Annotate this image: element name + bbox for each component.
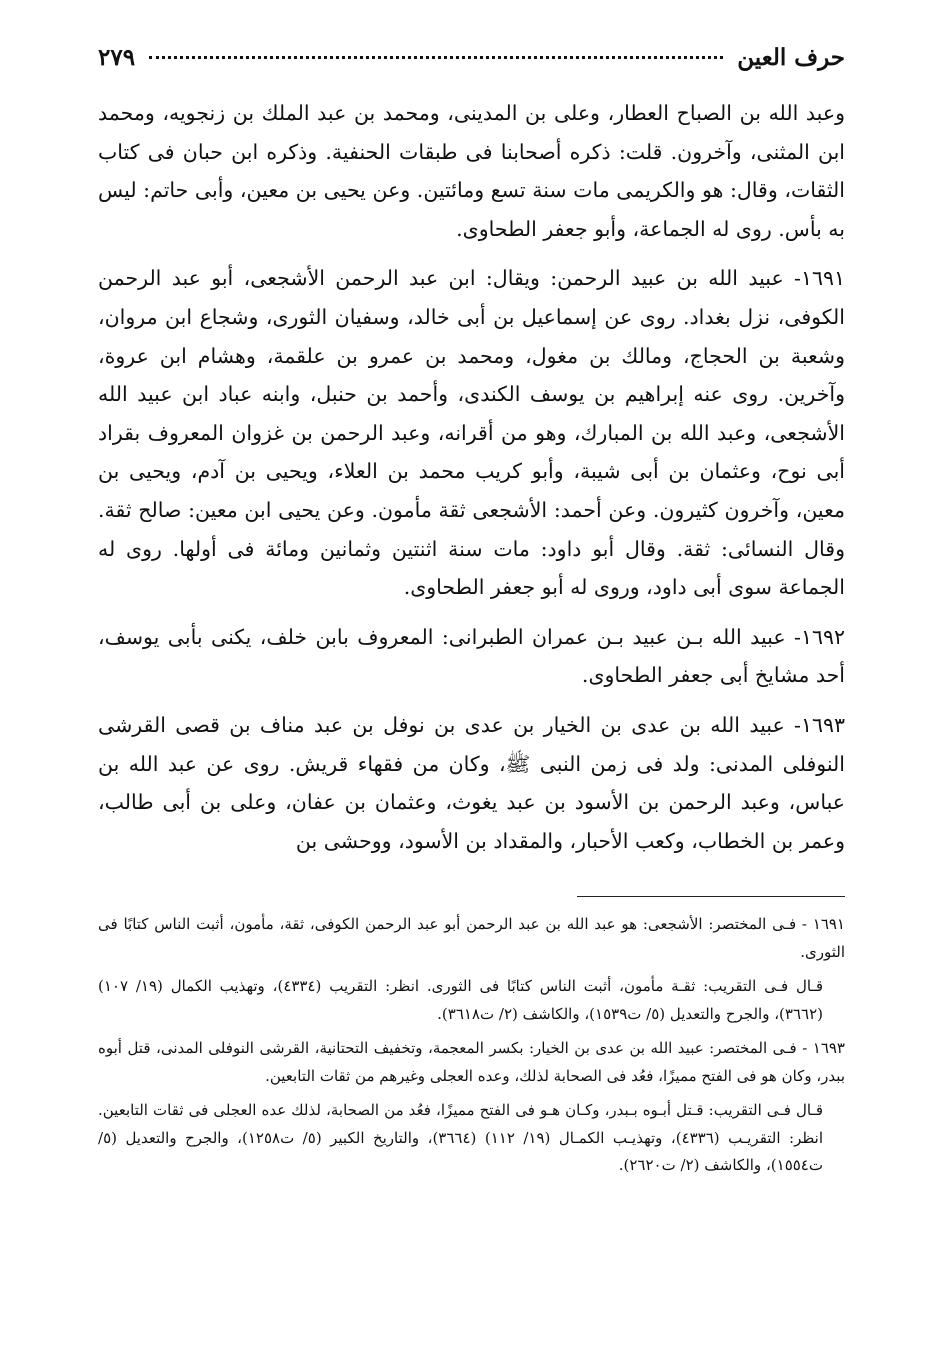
chapter-title: حرف العين (737, 44, 845, 71)
footnote-1693: ١٦٩٣ - فـى المختصر: عبيد الله بن عدى بن الخيار: بكسر المعجمة، وتخفيف التحتانية، القرشى النوفلى المدنى، قتل أبوه ببدر، وكان هو فى الفتح مميزًا، فعُد فى الصحابة لذلك، وعده العجلى وغيرهم من ثقات التابعين. (98, 1039, 845, 1085)
running-head (98, 44, 845, 86)
entry-1692: ١٦٩٢- عبيد الله بـن عبيد بـن عمران الطبرانى: المعروف بابن خلف، يكنى بأبى يوسف، أحد مشايخ أبى جعفر الطحاوى. (98, 624, 845, 688)
footnote-1691: ١٦٩١ - فـى المختصر: الأشجعى: هو عبد الله بن عبد الرحمن أبو عبد الرحمن الكوفى، ثقة، مأمون، أثبت الناس كتابًا فى الثورى. (98, 915, 845, 961)
footnote-1691-taqrib: قـال فـى التقريب: ثقـة مأمون، أثبت الناس كتابًا فى الثورى. انظر: التقريب (٤٣٣٤)، وتهذيب الكمال (١٩/ ١٠٧) (٣٦٦٢)، والجرح والتعديل (٥/ ت١٥٣٩)، والكاشف (٢/ ت٣٦١٨). (98, 977, 824, 1023)
entry-1691: ١٦٩١- عبيد الله بن عبيد الرحمن: ويقال: ابن عبد الرحمن الأشجعى، أبو عبد الرحمن الكوفى، نزل بغداد. روى عن إسماعيل بن أبى خالد، وسفيان الثورى، وشجاع ابن مروان، وشعبة بن الحجاج، ومالك بن مغول، ومحمد بن عمرو بن علقمة، وهشام ابن عروة، وآخرين. روى عنه إبراهيم بن يوسف الكندى، وأحمد بن حنبل، وابنه عباد ابن عبيد الله الأشجعى، وعبد الله بن المبارك، وهو من أقرانه، وعبد الرحمن بن غزوان المعروف بقراد أبى نوح، وعثمان بن أبى شيبة، وأبو كريب محمد بن العلاء، ويحيى بن آدم، ويحيى بن معين، وآخرون كثيرون. وعن أحمد: الأشجعى ثقة مأمون. وعن يحيى ابن معين: صالح ثقة. وقال النسائى: ثقة. وقال أبو داود: مات سنة اثنتين وثمانين ومائة فى أولها. روى له الجماعة سوى أبى داود، وروى له أبو جعفر الطحاوى. (98, 266, 845, 600)
footnote-1693-taqrib: قـال فـى التقريب: قـتل أبـوه بـبدر، وكـان هـو فى الفتح مميزًا، فعُد من الصحابة، لذلك عده العجلى فى ثقات التابعين. انظر: التقريـب (٤٣٣٦)، وتهذيـب الكمـال (١٩/ ١١٢) (٣٦٦٤)، والتاريخ الكبير (٥/ ت١٢٥٨)، والجرح والتعديل (٥/ ت١٥٥٤)، والكاشف (٢/ ت٢٦٢٠). (98, 1101, 823, 1175)
footnotes (98, 911, 845, 1180)
entry-1693: ١٦٩٣- عبيد الله بن عدى بن الخيار بن عدى بن نوفل بن عبد مناف بن قصى القرشى النوفلى المدنى: ولد فى زمن النبى ﷺ، وكان من فقهاء قريش. روى عن عبد الله بن عباس، وعبد الرحمن بن الأسود بن عبد يغوث، وعثمان بن عفان، وعلى بن أبى طالب، وعمر بن الخطاب، وكعب الأحبار، والمقداد بن الأسود، ووحشى بن (98, 712, 845, 853)
dotted-leader (149, 56, 723, 59)
main-text (98, 94, 845, 860)
footnote-divider (577, 896, 845, 897)
paragraph-continuation: وعبد الله بن الصباح العطار، وعلى بن المدينى، ومحمد بن عبد الملك بن زنجويه، ومحمد ابن المثنى، وآخرون. قلت: ذكره أصحابنا فى طبقات الحنفية. وذكره ابن حبان فى كتاب الثقات، وقال: هو والكريمى مات سنة تسع ومائتين. وعن يحيى بن معين، وأبى حاتم: ليس به بأس. روى له الجماعة، وأبو جعفر الطحاوى. (98, 101, 845, 241)
page-number: ٢٧٩ (98, 44, 136, 71)
